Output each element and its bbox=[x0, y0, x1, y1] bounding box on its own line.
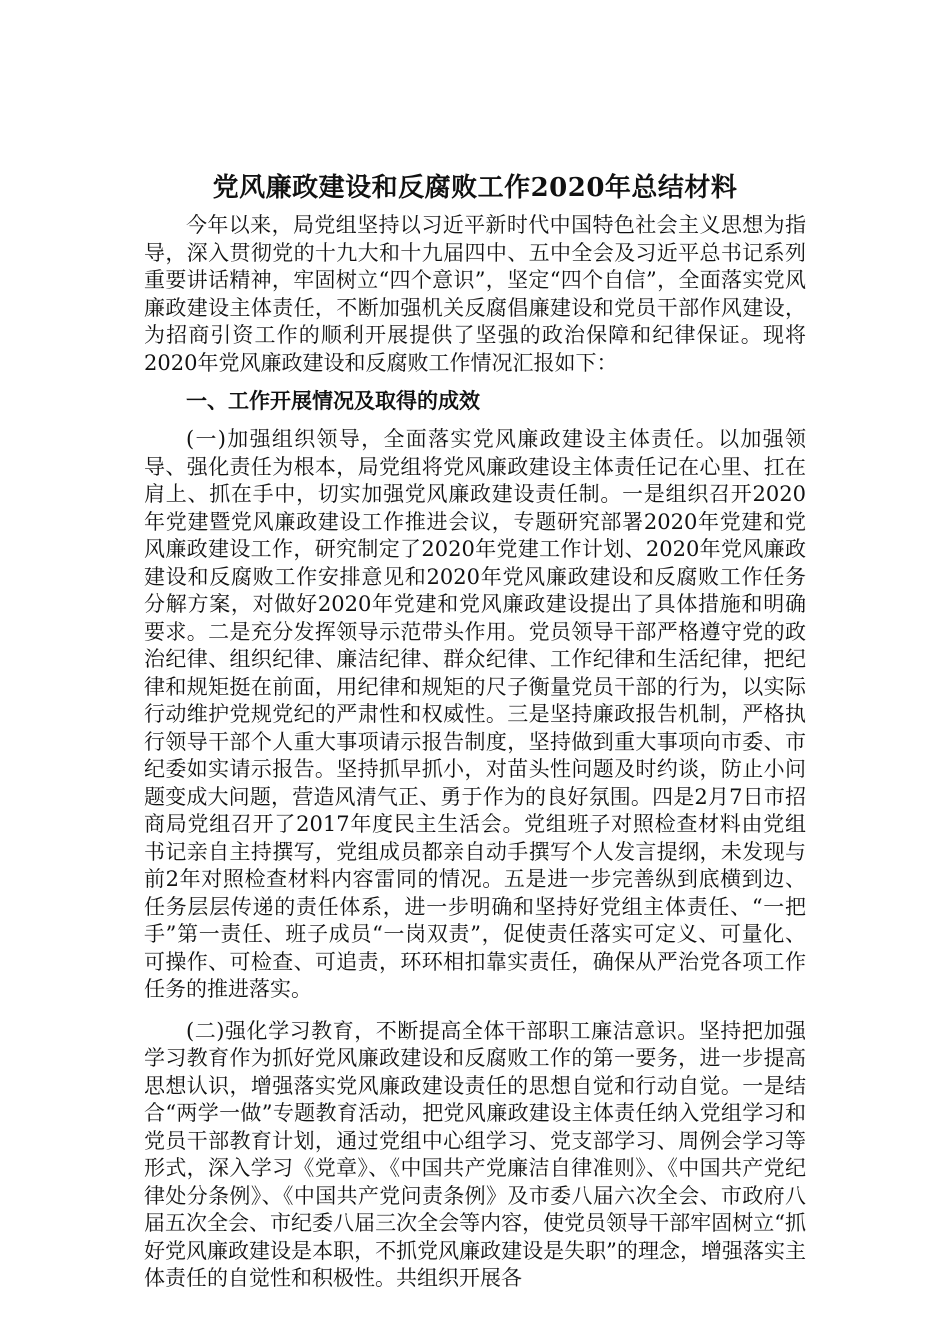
intro-paragraph: 今年以来，局党组坚持以习近平新时代中国特色社会主义思想为指导，深入贯彻党的十九大和十九届四中、五中全会及习近平总书记系列重要讲话精神，牢固树立“四个意识”，坚定“四个自信”，全面落实党风廉政建设主体责任，不断加强机关反腐倡廉建设和党员干部作风建设，为招商引资工作的顺利开展提供了坚强的政治保障和纪律保证。现将2020年党风廉政建设和反腐败工作情况汇报如下： bbox=[144, 213, 806, 375]
section-heading: 一、工作开展情况及取得的成效 bbox=[186, 388, 480, 413]
document-page bbox=[144, 168, 806, 1293]
document-title: 党风廉政建设和反腐败工作2020年总结材料 bbox=[212, 173, 738, 203]
body-paragraph-1: (一)加强组织领导，全面落实党风廉政建设主体责任。以加强领导、强化责任为根本，局党组将党风廉政建设主体责任记在心里、扛在肩上、抓在手中，切实加强党风廉政建设责任制。一是组织召开2020年党建暨党风廉政建设工作推进会议，专题研究部署2020年党建和党风廉政建设工作，研究制定了2020年党建工作计划、2020年党风廉政建设和反腐败工作安排意见和2020年党风廉政建设和反腐败工作任务分解方案，对做好2020年党建和党风廉政建设提出了具体措施和明确要求。二是充分发挥领导示范带头作用。党员领导干部严格遵守党的政治纪律、组织纪律、廉洁纪律、群众纪律、工作纪律和生活纪律，把纪律和规矩挺在前面，用纪律和规矩的尺子衡量党员干部的行为，以实际行动维护党规党纪的严肃性和权威性。三是坚持廉政报告机制，严格执行领导干部个人重大事项请示报告制度，坚持做到重大事项向市委、市纪委如实请示报告。坚持抓早抓小，对苗头性问题及时约谈，防止小问题变成大问题，营造风清气正、勇于作为的良好氛围。四是2月7日市招商局党组召开了2017年度民主生活会。党组班子对照检查材料由党组书记亲自主持撰写，党组成员都亲自动手撰写个人发言提纲，未发现与前2年对照检查材料内容雷同的情况。五是进一步完善纵到底横到边、任务层层传递的责任体系，进一步明确和坚持好党组主体责任、“一把手”第一责任、班子成员“一岗双责”，促使责任落实可定义、可量化、可操作、可检查、可追责，环环相扣靠实责任，确保从严治党各项工作任务的推进落实。 bbox=[144, 427, 806, 1001]
body-paragraph-2: (二)强化学习教育，不断提高全体干部职工廉洁意识。坚持把加强学习教育作为抓好党风廉政建设和反腐败工作的第一要务，进一步提高思想认识，增强落实党风廉政建设责任的思想自觉和行动自觉。一是结合“两学一做”专题教育活动，把党风廉政建设主体责任纳入党组学习和党员干部教育计划，通过党组中心组学习、党支部学习、周例会学习等形式，深入学习《党章》、《中国共产党廉洁自律准则》、《中国共产党纪律处分条例》、《中国共产党问责条例》及市委八届六次全会、市政府八届五次全会、市纪委八届三次全会等内容，使党员领导干部牢固树立“抓好党风廉政建设是本职，不抓党风廉政建设是失职”的理念，增强落实主体责任的自觉性和积极性。共组织开展各 bbox=[144, 1018, 806, 1290]
